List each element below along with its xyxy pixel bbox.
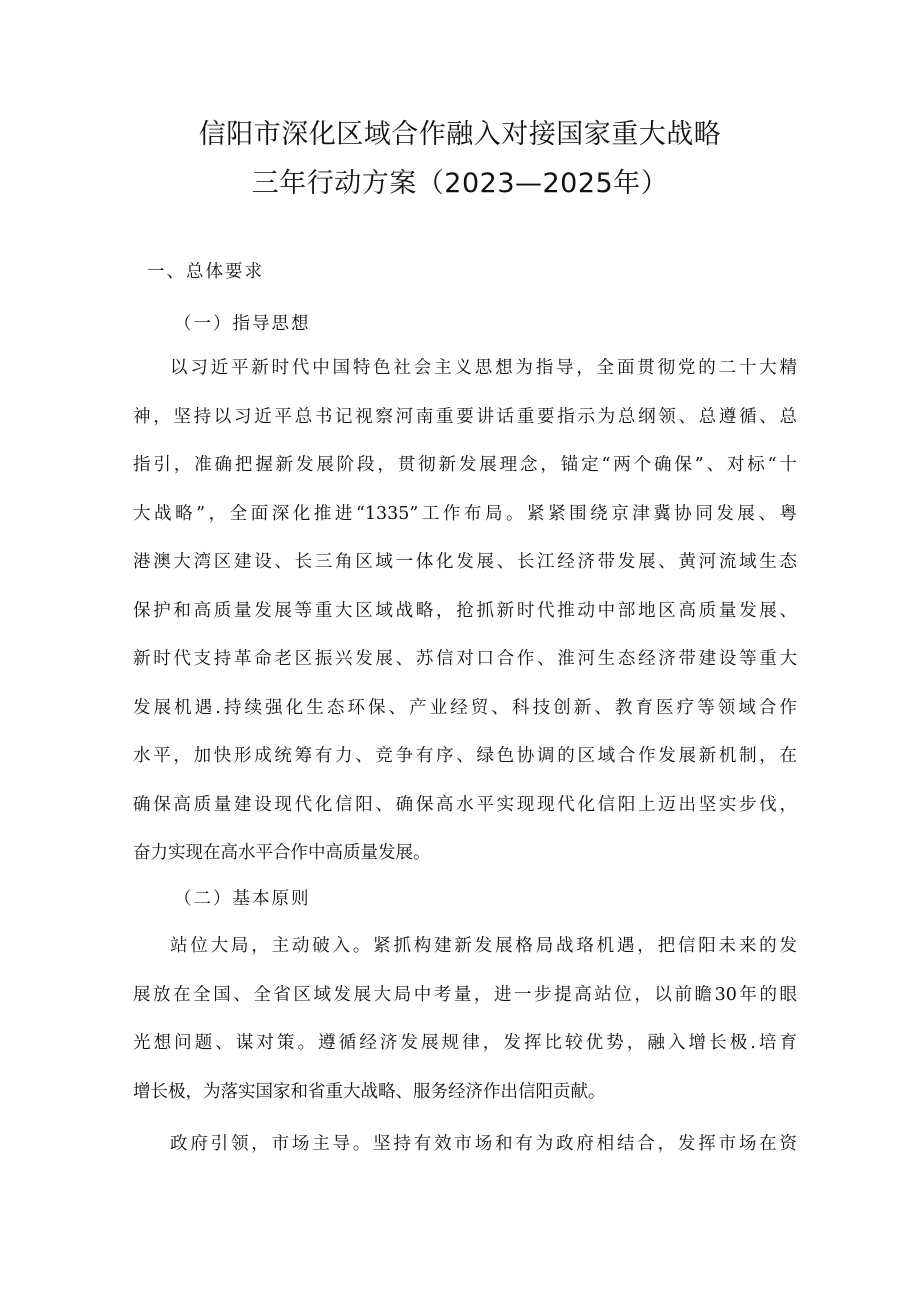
paragraph-guiding-ideology xyxy=(133,344,797,878)
paragraph-line: 水平，加快形成统筹有力、竞争有序、绿色协调的区域合作发展新机制，在 xyxy=(133,746,797,766)
paragraph-line: 神，坚持以习近平总书记视察河南重要讲话重要指示为总纲领、总遵循、总 xyxy=(133,406,797,427)
paragraph-line: 港澳大湾区建设、长三角区域一体化发展、长江经济带发展、黄河流域生态 xyxy=(133,552,797,572)
paragraph-line: 奋力实现在高水平合作中高质量发展。 xyxy=(133,843,431,863)
paragraph-government-guidance xyxy=(133,1120,797,1169)
subsection-heading-guiding-ideology: （一）指导思想 xyxy=(174,314,311,334)
paragraph-line: 新时代支持革命老区振兴发展、苏信对口合作、淮河生态经济带建设等重大 xyxy=(133,649,797,669)
paragraph-line: 指引，准确把握新发展阶段，贯彻新发展理念，锚定“两个确保”、对标“十 xyxy=(133,455,797,475)
document-title-line-1: 信阳市深化区域合作融入对接国家重大战略 xyxy=(198,119,722,150)
paragraph-line: 以习近平新时代中国特色社会主义思想为指导，全面贯彻党的二十大精 xyxy=(170,358,797,378)
paragraph-line: 展放在全国、全省区域发展大局中考量，进一步提高站位，以前瞻30年的眼 xyxy=(133,984,797,1005)
paragraph-line: 政府引领，市场主导。坚持有效市场和有为政府相结合，发挥市场在资 xyxy=(170,1134,797,1154)
paragraph-line: 光想问题、谋对策。遵循经济发展规律，发挥比较优势，融入增长极.培育 xyxy=(133,1033,797,1053)
paragraph-line: 站位大局，主动破入。紧抓构建新发展格局战珞机遇，把信阳未来的发 xyxy=(170,936,797,956)
document-title-line-2: 三年行动方案（2023—2025年） xyxy=(251,168,669,199)
paragraph-line: 确保高质量建设现代化信阳、确保高水平实现现代化信阳上迈出坚实步伐， xyxy=(133,794,797,815)
paragraph-line: 增长极，为落实国家和省重大战略、服务经济作出信阳贡献。 xyxy=(133,1081,606,1102)
paragraph-basic-principles xyxy=(133,922,797,1116)
paragraph-line: 保护和高质量发展等重大区域战略，抢抓新时代推动中部地区高质量发展、 xyxy=(133,600,797,621)
paragraph-line: 大战略”，全面深化推进“1335”工作布局。紧紧围绕京津冀协同发展、粤 xyxy=(133,503,797,524)
subsection-heading-basic-principles: （二）基本原则 xyxy=(174,889,311,909)
paragraph-line: 发展机遇.持续强化生态环保、产业经贸、科技创新、教育医疗等领域合作 xyxy=(133,697,797,718)
section-heading-general-requirements: 一、总体要求 xyxy=(147,262,264,282)
